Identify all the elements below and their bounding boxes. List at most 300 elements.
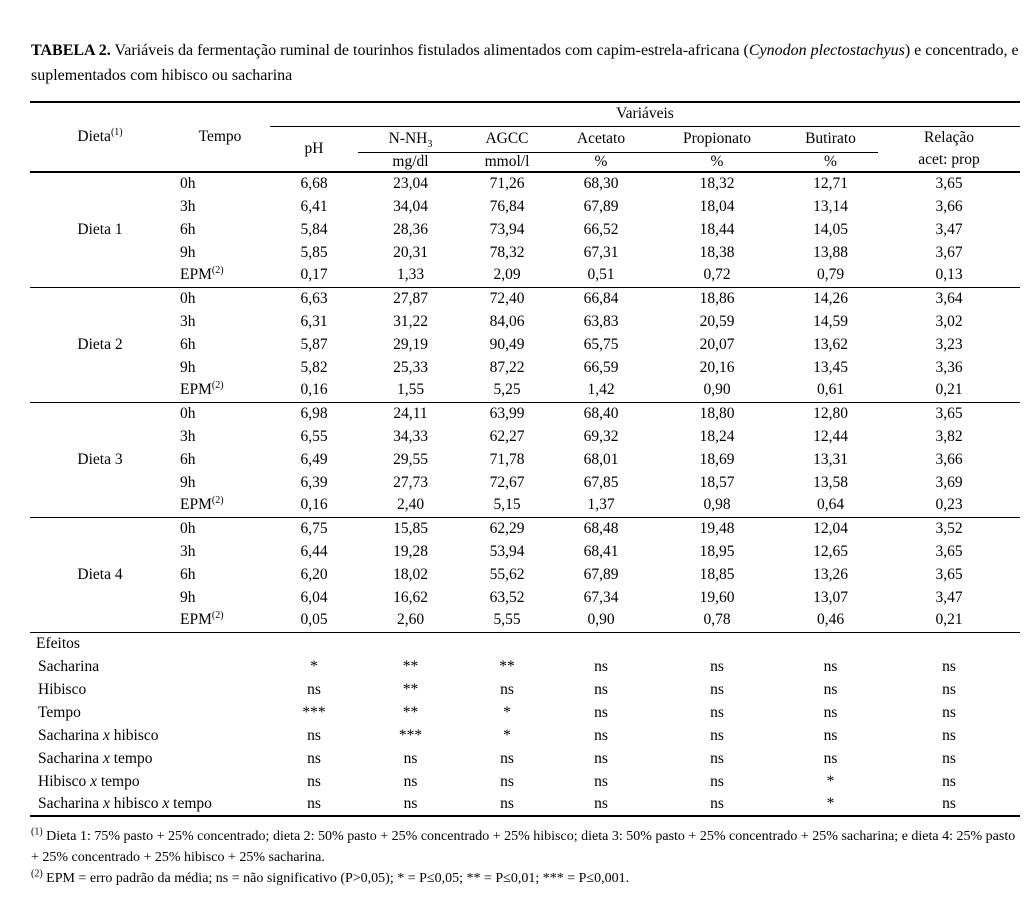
effect-value-cell: ns bbox=[710, 703, 724, 721]
value-cell: 6,75 bbox=[270, 517, 358, 540]
value-cell: 13,45 bbox=[813, 358, 848, 376]
header-relacao bbox=[878, 126, 1020, 172]
value-cell: 18,44 bbox=[699, 220, 735, 238]
epm-footnote-marker: (2) bbox=[211, 380, 224, 392]
value-cell: 63,83 bbox=[583, 312, 619, 330]
effect-value-cell: ns bbox=[307, 772, 321, 790]
value-cell: 23,04 bbox=[393, 175, 428, 192]
effect-value-cell: ns bbox=[823, 680, 838, 698]
value-cell: 18,24 bbox=[699, 427, 735, 445]
effect-value-cell: ** bbox=[402, 657, 419, 675]
value-cell: 3,64 bbox=[878, 287, 1020, 310]
value-cell: 6,68 bbox=[300, 175, 328, 192]
value-cell: 5,15 bbox=[493, 496, 521, 514]
tempo-cell bbox=[170, 425, 270, 448]
unit-propionato: % bbox=[651, 152, 783, 172]
tempo-label: 9h bbox=[180, 243, 196, 261]
footnote-1 bbox=[31, 826, 1023, 868]
effect-value-cell: ns bbox=[710, 749, 724, 767]
header-agcc: AGCC bbox=[463, 126, 551, 152]
value-cell: 3,66 bbox=[935, 450, 963, 468]
value-cell: 13,26 bbox=[813, 565, 848, 583]
effect-row bbox=[30, 678, 1020, 701]
value-cell: 0,05 bbox=[300, 611, 328, 629]
value-cell: 3,36 bbox=[935, 358, 963, 376]
effect-value-cell: ns bbox=[823, 703, 838, 721]
effect-value-cell: ns bbox=[710, 772, 724, 790]
table-row bbox=[30, 264, 1020, 287]
diet-label: Dieta 2 bbox=[30, 287, 170, 402]
tempo-label: EPM bbox=[180, 611, 212, 629]
tempo-cell bbox=[170, 356, 270, 379]
value-cell: 3,65 bbox=[935, 542, 963, 560]
value-cell: 1,42 bbox=[587, 381, 615, 399]
table-title-text: Variáveis da fermentação ruminal de tourinhos fistulados alimentados com capim-estrela-africana ( bbox=[110, 42, 749, 59]
table-row bbox=[30, 609, 1020, 632]
effect-value-cell: ns bbox=[710, 657, 724, 675]
effect-value-cell: ns bbox=[942, 749, 956, 767]
header-variaveis: Variáveis bbox=[270, 102, 1020, 126]
table-row bbox=[30, 494, 1020, 517]
value-cell: 68,48 bbox=[551, 517, 651, 540]
value-cell: 65,75 bbox=[583, 335, 619, 353]
value-cell: 6,44 bbox=[300, 542, 328, 560]
value-cell: 84,06 bbox=[489, 312, 525, 330]
value-cell: 2,40 bbox=[396, 496, 425, 514]
tempo-label: 9h bbox=[180, 358, 196, 376]
value-cell: 71,26 bbox=[489, 175, 525, 192]
value-cell: 66,52 bbox=[583, 220, 619, 238]
value-cell: 18,86 bbox=[651, 287, 783, 310]
value-cell: 66,59 bbox=[583, 358, 619, 376]
value-cell: 6,63 bbox=[270, 287, 358, 310]
epm-footnote-marker: (2) bbox=[211, 265, 224, 277]
value-cell: 0,51 bbox=[587, 266, 615, 284]
effect-row bbox=[30, 770, 1020, 793]
effect-value-cell: ns bbox=[403, 749, 418, 767]
effect-value-cell: ns bbox=[594, 749, 608, 767]
tempo-cell bbox=[170, 402, 270, 425]
table-header bbox=[30, 102, 1020, 172]
tempo-label: EPM bbox=[180, 496, 212, 514]
value-cell: 72,67 bbox=[489, 473, 525, 491]
unit-acetato: % bbox=[551, 152, 651, 172]
effect-label: Sacharina x tempo bbox=[38, 749, 153, 767]
effect-label: Sacharina x hibisco bbox=[38, 726, 159, 744]
effect-label: Hibisco bbox=[38, 680, 87, 698]
value-cell: 5,25 bbox=[493, 381, 521, 399]
value-cell: 0,23 bbox=[935, 496, 963, 514]
table-title-tag: TABELA 2. bbox=[31, 42, 111, 59]
value-cell: 0,61 bbox=[816, 381, 845, 399]
value-cell: 3,02 bbox=[935, 312, 963, 330]
value-cell: 3,52 bbox=[878, 517, 1020, 540]
effect-value-cell: * bbox=[503, 726, 511, 744]
tempo-label: 3h bbox=[180, 197, 196, 215]
tempo-cell bbox=[170, 287, 270, 310]
effect-value-cell: ns bbox=[594, 772, 608, 790]
value-cell: 67,31 bbox=[583, 243, 619, 261]
value-cell: 3,65 bbox=[935, 175, 963, 192]
effect-value-cell: ns bbox=[307, 795, 321, 812]
tempo-cell bbox=[170, 379, 270, 402]
table-row bbox=[30, 471, 1020, 494]
effect-value-cell: ** bbox=[402, 703, 419, 721]
tempo-cell bbox=[170, 609, 270, 632]
value-cell: 18,38 bbox=[699, 243, 735, 261]
header-tempo: Tempo bbox=[170, 102, 270, 172]
value-cell: 18,02 bbox=[393, 565, 428, 583]
table-row bbox=[30, 425, 1020, 448]
value-cell: 34,33 bbox=[393, 427, 428, 445]
value-cell: 69,32 bbox=[583, 427, 619, 445]
value-cell: 29,19 bbox=[393, 335, 428, 353]
effect-value-cell: ns bbox=[594, 703, 608, 721]
dieta-footnote-marker: (1) bbox=[110, 126, 123, 138]
tempo-label: EPM bbox=[180, 266, 212, 284]
value-cell: 0,13 bbox=[935, 266, 963, 284]
value-cell: 12,04 bbox=[783, 517, 878, 540]
value-cell: 19,48 bbox=[651, 517, 783, 540]
effect-row bbox=[30, 701, 1020, 724]
value-cell: 20,16 bbox=[699, 358, 735, 376]
value-cell: 5,87 bbox=[300, 335, 328, 353]
tempo-label: 6h bbox=[180, 220, 196, 238]
diet-label: Dieta 1 bbox=[77, 220, 123, 238]
header-relacao-line1: Relação bbox=[924, 128, 974, 146]
value-cell: 3,23 bbox=[935, 335, 963, 353]
footnotes bbox=[31, 826, 1023, 889]
tempo-cell bbox=[170, 448, 270, 471]
value-cell: 20,31 bbox=[393, 243, 428, 261]
effect-value-cell: ns bbox=[823, 657, 838, 675]
diet-label: Dieta 4 bbox=[30, 517, 170, 632]
value-cell: 18,04 bbox=[699, 197, 735, 215]
value-cell: 25,33 bbox=[393, 358, 428, 376]
effect-value-cell: ns bbox=[710, 795, 724, 812]
tempo-cell bbox=[170, 195, 270, 218]
header-nnh3-label: N-NH bbox=[388, 130, 428, 147]
table-row bbox=[30, 586, 1020, 609]
effect-row bbox=[30, 724, 1020, 747]
value-cell: 3,47 bbox=[935, 220, 963, 238]
tempo-label: 9h bbox=[180, 473, 196, 491]
value-cell: 18,85 bbox=[699, 565, 735, 583]
effect-row bbox=[30, 747, 1020, 770]
value-cell: 6,04 bbox=[300, 588, 328, 606]
value-cell: 71,78 bbox=[489, 450, 525, 468]
effect-value-cell: *** bbox=[398, 726, 423, 744]
effect-value-cell: ns bbox=[500, 772, 514, 790]
footnote-1-marker: (1) bbox=[31, 826, 43, 838]
value-cell: 14,05 bbox=[813, 220, 848, 238]
value-cell: 12,71 bbox=[813, 175, 848, 192]
value-cell: 87,22 bbox=[489, 358, 525, 376]
effect-value-cell: ns bbox=[942, 703, 956, 721]
value-cell: 12,44 bbox=[813, 427, 848, 445]
effect-value-cell: ns bbox=[710, 726, 724, 744]
effect-value-cell: * bbox=[826, 772, 835, 790]
value-cell: 6,20 bbox=[300, 565, 328, 583]
value-cell: 0,64 bbox=[816, 496, 845, 514]
value-cell: 67,85 bbox=[583, 473, 619, 491]
value-cell: 0,21 bbox=[935, 611, 963, 629]
unit-nnh3: mg/dl bbox=[358, 152, 463, 172]
value-cell: 29,55 bbox=[393, 450, 428, 468]
effect-value-cell: *** bbox=[302, 703, 326, 721]
value-cell: 3,47 bbox=[935, 588, 963, 606]
value-cell: 67,89 bbox=[583, 197, 619, 215]
effect-label: Hibisco x tempo bbox=[38, 772, 140, 790]
value-cell: 68,41 bbox=[583, 542, 619, 560]
value-cell: 0,46 bbox=[816, 611, 845, 629]
tempo-label: 3h bbox=[180, 542, 196, 560]
value-cell: 5,85 bbox=[300, 243, 328, 261]
value-cell: 6,31 bbox=[300, 312, 328, 330]
value-cell: 68,40 bbox=[551, 402, 651, 425]
tempo-cell bbox=[170, 471, 270, 494]
footnote-2-text: EPM = erro padrão da média; ns = não significativo (P>0,05); * = P≤0,05; ** = P≤0,01; *** = P≤0,001. bbox=[42, 871, 630, 886]
value-cell: 0,16 bbox=[300, 496, 328, 514]
value-cell: 18,80 bbox=[651, 402, 783, 425]
table-row bbox=[30, 218, 1020, 241]
species-name: Cynodon plectostachyus bbox=[748, 42, 905, 59]
value-cell: 19,28 bbox=[393, 542, 428, 560]
value-cell: 3,82 bbox=[935, 427, 963, 445]
tempo-cell bbox=[170, 494, 270, 517]
unit-butirato: % bbox=[783, 152, 878, 172]
value-cell: 18,57 bbox=[699, 473, 735, 491]
header-row-variaveis bbox=[30, 102, 1020, 126]
tempo-label: 3h bbox=[180, 312, 196, 330]
value-cell: 28,36 bbox=[393, 220, 428, 238]
table-row bbox=[30, 379, 1020, 402]
value-cell: 0,78 bbox=[703, 611, 731, 629]
tempo-cell bbox=[170, 586, 270, 609]
value-cell: 68,30 bbox=[583, 175, 619, 192]
effect-label: Tempo bbox=[38, 703, 81, 721]
value-cell: 14,26 bbox=[783, 287, 878, 310]
value-cell: 13,14 bbox=[813, 197, 848, 215]
effect-value-cell: ns bbox=[823, 749, 838, 767]
effect-label: Sacharina x hibisco x tempo bbox=[38, 795, 212, 812]
value-cell: 13,58 bbox=[813, 473, 848, 491]
effect-value-cell: ns bbox=[823, 726, 838, 744]
value-cell: 0,90 bbox=[703, 381, 731, 399]
value-cell: 76,84 bbox=[489, 197, 525, 215]
value-cell: 13,62 bbox=[813, 335, 848, 353]
value-cell: 5,55 bbox=[493, 611, 521, 629]
tempo-label: 0h bbox=[180, 175, 196, 192]
value-cell: 14,59 bbox=[813, 312, 848, 330]
table-row bbox=[30, 241, 1020, 264]
value-cell: 6,39 bbox=[300, 473, 328, 491]
table-row bbox=[30, 172, 1020, 195]
value-cell: 18,95 bbox=[699, 542, 735, 560]
effect-value-cell: ns bbox=[942, 680, 956, 698]
effects-header-row bbox=[30, 632, 1020, 655]
header-propionato: Propionato bbox=[651, 126, 783, 152]
effect-value-cell: * bbox=[503, 703, 511, 721]
effect-value-cell: ns bbox=[942, 772, 956, 790]
value-cell: 63,99 bbox=[463, 402, 551, 425]
value-cell: 0,21 bbox=[935, 381, 963, 399]
tempo-label: EPM bbox=[180, 381, 212, 399]
table-row bbox=[30, 287, 1020, 310]
table-body bbox=[30, 172, 1020, 816]
value-cell: 12,80 bbox=[783, 402, 878, 425]
effect-value-cell: ns bbox=[594, 680, 608, 698]
epm-footnote-marker: (2) bbox=[211, 610, 224, 622]
tempo-cell bbox=[170, 563, 270, 586]
effect-value-cell: ns bbox=[594, 657, 608, 675]
table-row bbox=[30, 540, 1020, 563]
value-cell: 34,04 bbox=[393, 197, 428, 215]
value-cell: 18,32 bbox=[699, 175, 735, 192]
value-cell: 13,88 bbox=[813, 243, 848, 261]
table-title-text-end: ) e concentrado, e suplementados com hibisco ou sacharina bbox=[31, 42, 1019, 84]
tempo-label: 0h bbox=[180, 289, 196, 307]
effect-value-cell: ns bbox=[594, 795, 608, 812]
value-cell: 1,37 bbox=[587, 496, 615, 514]
unit-agcc: mmol/l bbox=[463, 152, 551, 172]
value-cell: 68,01 bbox=[583, 450, 619, 468]
effects-title: Efeitos bbox=[30, 632, 1020, 655]
value-cell: 6,55 bbox=[300, 427, 328, 445]
table-row bbox=[30, 356, 1020, 379]
value-cell: 1,33 bbox=[396, 266, 425, 284]
effect-value-cell: ** bbox=[499, 657, 515, 675]
value-cell: 12,65 bbox=[813, 542, 848, 560]
value-cell: 24,11 bbox=[358, 402, 463, 425]
effect-value-cell: ns bbox=[307, 749, 321, 767]
footnote-2 bbox=[31, 868, 1023, 889]
fermentation-table bbox=[30, 101, 1020, 817]
tempo-cell bbox=[170, 218, 270, 241]
value-cell: 73,94 bbox=[489, 220, 525, 238]
value-cell: 20,07 bbox=[699, 335, 735, 353]
value-cell: 27,87 bbox=[358, 287, 463, 310]
effect-value-cell: ns bbox=[942, 795, 956, 812]
effect-value-cell: ns bbox=[500, 680, 514, 698]
header-nnh3 bbox=[358, 126, 463, 152]
table-row bbox=[30, 310, 1020, 333]
epm-footnote-marker: (2) bbox=[211, 495, 224, 507]
value-cell: 2,60 bbox=[396, 611, 425, 629]
header-acetato: Acetato bbox=[551, 126, 651, 152]
value-cell: 3,67 bbox=[935, 243, 963, 261]
value-cell: 0,16 bbox=[300, 381, 328, 399]
value-cell: 13,07 bbox=[813, 588, 848, 606]
value-cell: 3,65 bbox=[878, 402, 1020, 425]
tempo-cell bbox=[170, 540, 270, 563]
value-cell: 5,82 bbox=[300, 358, 328, 376]
value-cell: 67,89 bbox=[583, 565, 619, 583]
value-cell: 78,32 bbox=[489, 243, 525, 261]
value-cell: 31,22 bbox=[393, 312, 428, 330]
value-cell: 20,59 bbox=[699, 312, 735, 330]
effect-value-cell: ns bbox=[942, 726, 956, 744]
effect-value-cell: ns bbox=[403, 772, 418, 790]
header-dieta bbox=[30, 102, 170, 172]
tempo-label: 6h bbox=[180, 450, 196, 468]
header-ph: pH bbox=[270, 126, 358, 172]
header-butirato: Butirato bbox=[783, 126, 878, 152]
effect-value-cell: * bbox=[826, 795, 835, 812]
effect-value-cell: ns bbox=[500, 749, 514, 767]
tempo-label: 6h bbox=[180, 335, 196, 353]
effect-row bbox=[30, 793, 1020, 816]
value-cell: 19,60 bbox=[699, 588, 735, 606]
value-cell: 62,29 bbox=[463, 517, 551, 540]
tempo-cell bbox=[170, 241, 270, 264]
value-cell: 6,98 bbox=[270, 402, 358, 425]
value-cell: 15,85 bbox=[358, 517, 463, 540]
effect-row bbox=[30, 655, 1020, 678]
effect-value-cell: ns bbox=[403, 795, 418, 812]
value-cell: 0,90 bbox=[587, 611, 615, 629]
value-cell: 67,34 bbox=[583, 588, 619, 606]
effect-value-cell: ns bbox=[594, 726, 608, 744]
value-cell: 72,40 bbox=[463, 287, 551, 310]
effect-value-cell: ns bbox=[500, 795, 514, 812]
tempo-cell bbox=[170, 310, 270, 333]
tempo-label: 3h bbox=[180, 427, 196, 445]
value-cell: 63,52 bbox=[489, 588, 525, 606]
value-cell: 6,49 bbox=[300, 450, 328, 468]
value-cell: 16,62 bbox=[393, 588, 428, 606]
effect-value-cell: ns bbox=[307, 680, 321, 698]
value-cell: 13,31 bbox=[813, 450, 848, 468]
table-row bbox=[30, 333, 1020, 356]
effect-value-cell: ns bbox=[942, 657, 956, 675]
footnote-2-marker: (2) bbox=[31, 868, 43, 880]
tempo-label: 6h bbox=[180, 565, 196, 583]
tempo-label: 0h bbox=[180, 404, 196, 422]
value-cell: 0,17 bbox=[300, 266, 328, 284]
effect-label: Sacharina bbox=[38, 657, 100, 675]
tempo-cell bbox=[170, 172, 270, 195]
value-cell: 27,73 bbox=[393, 473, 428, 491]
table-row bbox=[30, 195, 1020, 218]
tempo-label: 0h bbox=[180, 519, 196, 537]
tempo-cell bbox=[170, 517, 270, 540]
nnh3-subscript: 3 bbox=[427, 139, 433, 151]
value-cell: 5,84 bbox=[300, 220, 328, 238]
table-title bbox=[31, 38, 1021, 88]
diet-label: Dieta 3 bbox=[30, 402, 170, 517]
value-cell: 66,84 bbox=[551, 287, 651, 310]
table-row bbox=[30, 517, 1020, 540]
effect-value-cell: ** bbox=[402, 680, 419, 698]
value-cell: 6,41 bbox=[300, 197, 328, 215]
value-cell: 90,49 bbox=[489, 335, 525, 353]
value-cell: 2,09 bbox=[493, 266, 521, 284]
value-cell: 0,98 bbox=[703, 496, 731, 514]
table-row bbox=[30, 563, 1020, 586]
header-dieta-label: Dieta bbox=[77, 128, 111, 145]
value-cell: 62,27 bbox=[489, 427, 525, 445]
value-cell: 0,79 bbox=[816, 266, 845, 284]
value-cell: 0,72 bbox=[703, 266, 731, 284]
value-cell: 55,62 bbox=[489, 565, 525, 583]
header-relacao-line2: acet: prop bbox=[918, 150, 980, 168]
tempo-label: 9h bbox=[180, 588, 196, 606]
effect-value-cell: ns bbox=[307, 726, 321, 744]
effect-value-cell: * bbox=[310, 657, 318, 675]
value-cell: 18,69 bbox=[699, 450, 735, 468]
value-cell: 1,55 bbox=[396, 381, 425, 399]
